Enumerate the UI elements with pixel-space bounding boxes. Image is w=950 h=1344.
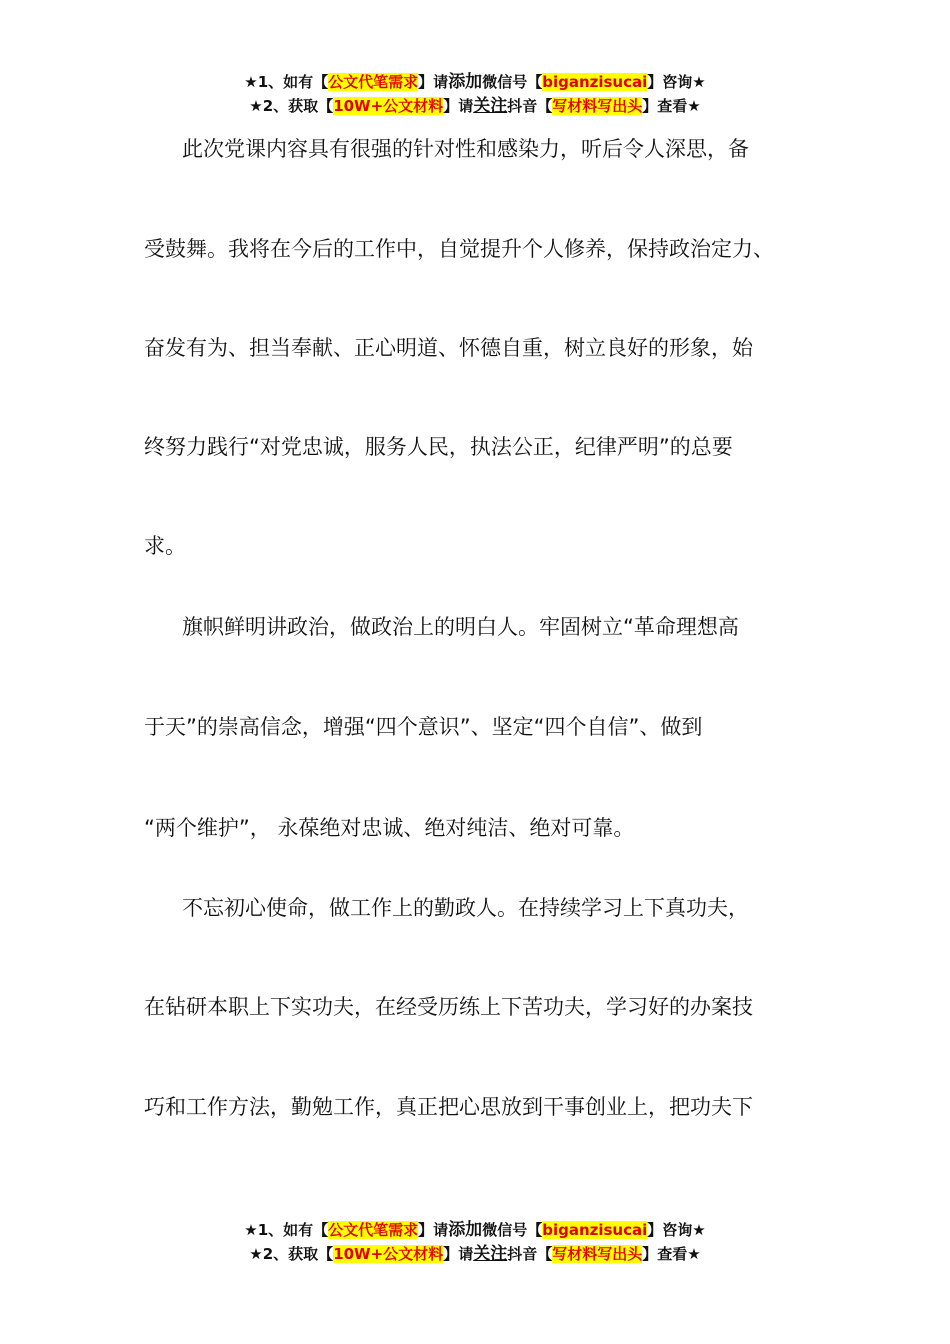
banner-highlight: 公文代笔需求: [328, 1221, 419, 1239]
banner-line-1: ★1、如有【公文代笔需求】请添加微信号【biganzisucai】咨询★: [244, 72, 706, 92]
text-line: 受鼓舞。我将在今后的工作中，自觉提升个人修养，保持政治定力、: [144, 237, 774, 261]
text-line: “两个维护”， 永葆绝对忠诚、绝对纯洁、绝对可靠。: [144, 816, 635, 840]
text-line: 于天”的崇高信念，增强“四个意识”、坚定“四个自信”、做到: [144, 715, 703, 739]
text-line: 巧和工作方法，勤勉工作，真正把心思放到干事创业上，把功夫下: [144, 1095, 753, 1119]
banner-line-2: ★2、获取【10W+公文材料】请关注抖音【写材料写出头】查看★: [249, 96, 701, 116]
banner-highlight: 10W+公文材料: [333, 97, 444, 115]
banner-douyin-id: 写材料写出头: [552, 97, 643, 115]
text-line: 在钻研本职上下实功夫，在经受历练上下苦功夫，学习好的办案技: [144, 995, 753, 1019]
footer-banner: [0, 1218, 950, 1266]
banner-highlight: 10W+公文材料: [333, 1245, 444, 1263]
banner-highlight: 公文代笔需求: [328, 73, 419, 91]
banner-wechat-id: biganzisucai: [542, 1221, 648, 1239]
banner-wechat-id: biganzisucai: [542, 73, 648, 91]
text-line: 不忘初心使命，做工作上的勤政人。在持续学习上下真功夫，: [182, 896, 749, 920]
text-line: 奋发有为、担当奉献、正心明道、怀德自重，树立良好的形象，始: [144, 336, 753, 360]
text-line: 此次党课内容具有很强的针对性和感染力，听后令人深思，备: [182, 137, 749, 161]
text-line: 终努力践行“对党忠诚，服务人民，执法公正，纪律严明”的总要: [144, 435, 733, 459]
header-banner: [0, 70, 950, 118]
text-line: 求。: [144, 534, 186, 558]
banner-line-2: ★2、获取【10W+公文材料】请关注抖音【写材料写出头】查看★: [249, 1244, 701, 1264]
banner-douyin-id: 写材料写出头: [552, 1245, 643, 1263]
text-line: 旗帜鲜明讲政治，做政治上的明白人。牢固树立“革命理想高: [182, 615, 739, 639]
banner-line-1: ★1、如有【公文代笔需求】请添加微信号【biganzisucai】咨询★: [244, 1220, 706, 1240]
